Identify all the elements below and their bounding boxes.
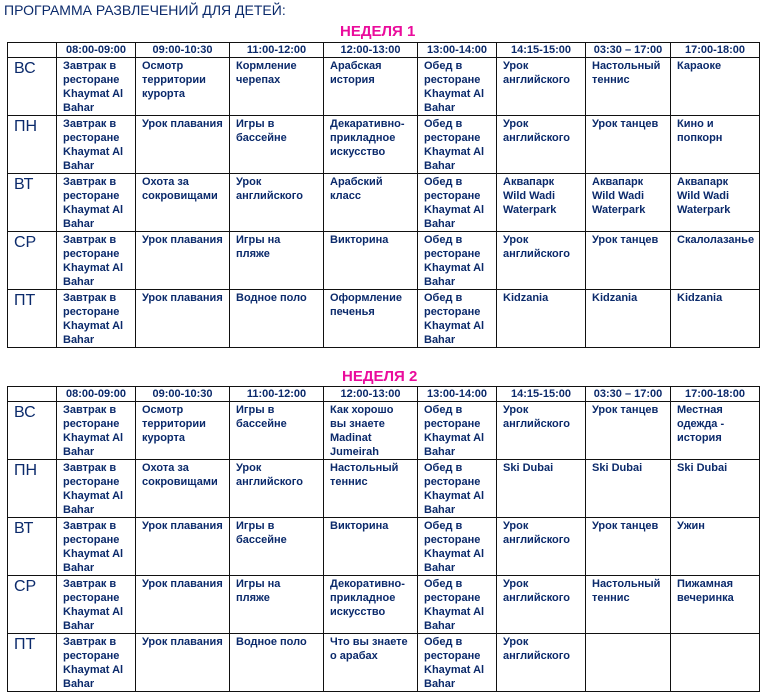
header-row xyxy=(8,387,760,402)
activity-cell: Ski Dubai xyxy=(497,460,586,518)
activity-cell: Настольный теннис xyxy=(324,460,418,518)
activity-cell: Осмотр территории курорта xyxy=(136,402,230,460)
table-row xyxy=(8,174,760,232)
table-row xyxy=(8,518,760,576)
header-row xyxy=(8,43,760,58)
day-label: ПТ xyxy=(8,290,57,348)
time-slot-header: 08:00-09:00 xyxy=(57,43,136,58)
activity-cell: Урок английского xyxy=(497,58,586,116)
activity-cell: Декоративно-прикладное искусство xyxy=(324,576,418,634)
activity-cell: Кино и попкорн xyxy=(671,116,760,174)
activity-cell: Урок плавания xyxy=(136,290,230,348)
activity-cell: Настольный теннис xyxy=(586,576,671,634)
activity-cell: Урок танцев xyxy=(586,518,671,576)
activity-cell: Урок плавания xyxy=(136,634,230,692)
activity-cell: Завтрак в ресторане Khaymat Al Bahar xyxy=(57,174,136,232)
day-label: ВС xyxy=(8,402,57,460)
activity-cell: Как хорошо вы знаете Madinat Jumeirah xyxy=(324,402,418,460)
activity-cell: Урок танцев xyxy=(586,116,671,174)
activity-cell: Обед в ресторане Khaymat Al Bahar xyxy=(418,290,497,348)
activity-cell xyxy=(671,634,760,692)
day-label: ПТ xyxy=(8,634,57,692)
activity-cell: Урок английского xyxy=(230,460,324,518)
activity-cell: Охота за сокровищами xyxy=(136,174,230,232)
day-label: ВТ xyxy=(8,174,57,232)
activity-cell: Пижамная вечеринка xyxy=(671,576,760,634)
time-slot-header: 13:00-14:00 xyxy=(418,387,497,402)
activity-cell: Завтрак в ресторане Khaymat Al Bahar xyxy=(57,518,136,576)
time-slot-header: 03:30 – 17:00 xyxy=(586,43,671,58)
activity-cell: Игры на пляже xyxy=(230,232,324,290)
activity-cell: Завтрак в ресторане Khaymat Al Bahar xyxy=(57,576,136,634)
day-label: СР xyxy=(8,232,57,290)
activity-cell: Викторина xyxy=(324,232,418,290)
time-slot-header: 12:00-13:00 xyxy=(324,43,418,58)
day-label: СР xyxy=(8,576,57,634)
activity-cell: Урок танцев xyxy=(586,402,671,460)
activity-cell: Аквапарк Wild Wadi Waterpark xyxy=(497,174,586,232)
day-label: ВС xyxy=(8,58,57,116)
activity-cell: Обед в ресторане Khaymat Al Bahar xyxy=(418,634,497,692)
week-1-schedule-table xyxy=(7,42,760,348)
activity-cell: Урок английского xyxy=(497,402,586,460)
time-slot-header: 03:30 – 17:00 xyxy=(586,387,671,402)
activity-cell: Водное поло xyxy=(230,290,324,348)
activity-cell: Ужин xyxy=(671,518,760,576)
activity-cell: Арабская история xyxy=(324,58,418,116)
table-row xyxy=(8,232,760,290)
activity-cell: Обед в ресторане Khaymat Al Bahar xyxy=(418,58,497,116)
activity-cell: Игры в бассейне xyxy=(230,402,324,460)
activity-cell: Местная одежда - история xyxy=(671,402,760,460)
table-row xyxy=(8,460,760,518)
activity-cell: Охота за сокровищами xyxy=(136,460,230,518)
activity-cell: Урок плавания xyxy=(136,518,230,576)
time-slot-header: 11:00-12:00 xyxy=(230,43,324,58)
activity-cell: Оформление печенья xyxy=(324,290,418,348)
table-row xyxy=(8,634,760,692)
time-slot-header: 13:00-14:00 xyxy=(418,43,497,58)
activity-cell: Обед в ресторане Khaymat Al Bahar xyxy=(418,232,497,290)
page-title: ПРОГРАММА РАЗВЛЕЧЕНИЙ ДЛЯ ДЕТЕЙ: xyxy=(4,2,286,18)
activity-cell: Урок английского xyxy=(497,232,586,290)
activity-cell: Ski Dubai xyxy=(671,460,760,518)
activity-cell: Kidzania xyxy=(586,290,671,348)
activity-cell: Игры на пляже xyxy=(230,576,324,634)
table-row xyxy=(8,58,760,116)
activity-cell: Урок английского xyxy=(497,116,586,174)
activity-cell: Караоке xyxy=(671,58,760,116)
activity-cell: Урок английского xyxy=(497,518,586,576)
activity-cell: Обед в ресторане Khaymat Al Bahar xyxy=(418,576,497,634)
time-slot-header: 08:00-09:00 xyxy=(57,387,136,402)
table-row xyxy=(8,402,760,460)
activity-cell: Водное поло xyxy=(230,634,324,692)
activity-cell: Завтрак в ресторане Khaymat Al Bahar xyxy=(57,116,136,174)
time-slot-header: 12:00-13:00 xyxy=(324,387,418,402)
activity-cell: Урок плавания xyxy=(136,576,230,634)
activity-cell: Обед в ресторане Khaymat Al Bahar xyxy=(418,518,497,576)
activity-cell: Kidzania xyxy=(671,290,760,348)
activity-cell: Обед в ресторане Khaymat Al Bahar xyxy=(418,174,497,232)
time-slot-header: 09:00-10:30 xyxy=(136,43,230,58)
activity-cell: Kidzania xyxy=(497,290,586,348)
table-row xyxy=(8,290,760,348)
time-slot-header: 11:00-12:00 xyxy=(230,387,324,402)
activity-cell: Обед в ресторане Khaymat Al Bahar xyxy=(418,402,497,460)
activity-cell: Завтрак в ресторане Khaymat Al Bahar xyxy=(57,58,136,116)
time-slot-header: 14:15-15:00 xyxy=(497,387,586,402)
activity-cell: Урок танцев xyxy=(586,232,671,290)
activity-cell: Обед в ресторане Khaymat Al Bahar xyxy=(418,116,497,174)
day-label: ВТ xyxy=(8,518,57,576)
activity-cell: Настольный теннис xyxy=(586,58,671,116)
week-2-schedule-table xyxy=(7,386,760,692)
activity-cell: Игры в бассейне xyxy=(230,518,324,576)
time-slot-header: 17:00-18:00 xyxy=(671,43,760,58)
activity-cell: Декаративно-прикладное искусство xyxy=(324,116,418,174)
day-label: ПН xyxy=(8,116,57,174)
activity-cell: Урок плавания xyxy=(136,116,230,174)
table-row xyxy=(8,116,760,174)
day-label: ПН xyxy=(8,460,57,518)
activity-cell: Завтрак в ресторане Khaymat Al Bahar xyxy=(57,290,136,348)
activity-cell: Аквапарк Wild Wadi Waterpark xyxy=(671,174,760,232)
activity-cell: Аквапарк Wild Wadi Waterpark xyxy=(586,174,671,232)
time-slot-header: 17:00-18:00 xyxy=(671,387,760,402)
activity-cell: Урок английского xyxy=(497,634,586,692)
activity-cell: Осмотр территории курорта xyxy=(136,58,230,116)
activity-cell: Завтрак в ресторане Khaymat Al Bahar xyxy=(57,460,136,518)
corner-cell xyxy=(8,43,57,58)
week-1-title: НЕДЕЛЯ 1 xyxy=(340,23,416,40)
activity-cell: Ski Dubai xyxy=(586,460,671,518)
activity-cell: Арабский класс xyxy=(324,174,418,232)
activity-cell: Игры в бассейне xyxy=(230,116,324,174)
activity-cell: Обед в ресторане Khaymat Al Bahar xyxy=(418,460,497,518)
corner-cell xyxy=(8,387,57,402)
activity-cell: Урок плавания xyxy=(136,232,230,290)
table-row xyxy=(8,576,760,634)
week-2-title: НЕДЕЛЯ 2 xyxy=(342,368,418,385)
activity-cell: Завтрак в ресторане Khaymat Al Bahar xyxy=(57,634,136,692)
activity-cell: Что вы знаете о арабах xyxy=(324,634,418,692)
activity-cell: Викторина xyxy=(324,518,418,576)
activity-cell: Урок английского xyxy=(497,576,586,634)
activity-cell: Скалолазанье xyxy=(671,232,760,290)
activity-cell xyxy=(586,634,671,692)
activity-cell: Завтрак в ресторане Khaymat Al Bahar xyxy=(57,402,136,460)
time-slot-header: 09:00-10:30 xyxy=(136,387,230,402)
time-slot-header: 14:15-15:00 xyxy=(497,43,586,58)
activity-cell: Завтрак в ресторане Khaymat Al Bahar xyxy=(57,232,136,290)
activity-cell: Кормление черепах xyxy=(230,58,324,116)
activity-cell: Урок английского xyxy=(230,174,324,232)
